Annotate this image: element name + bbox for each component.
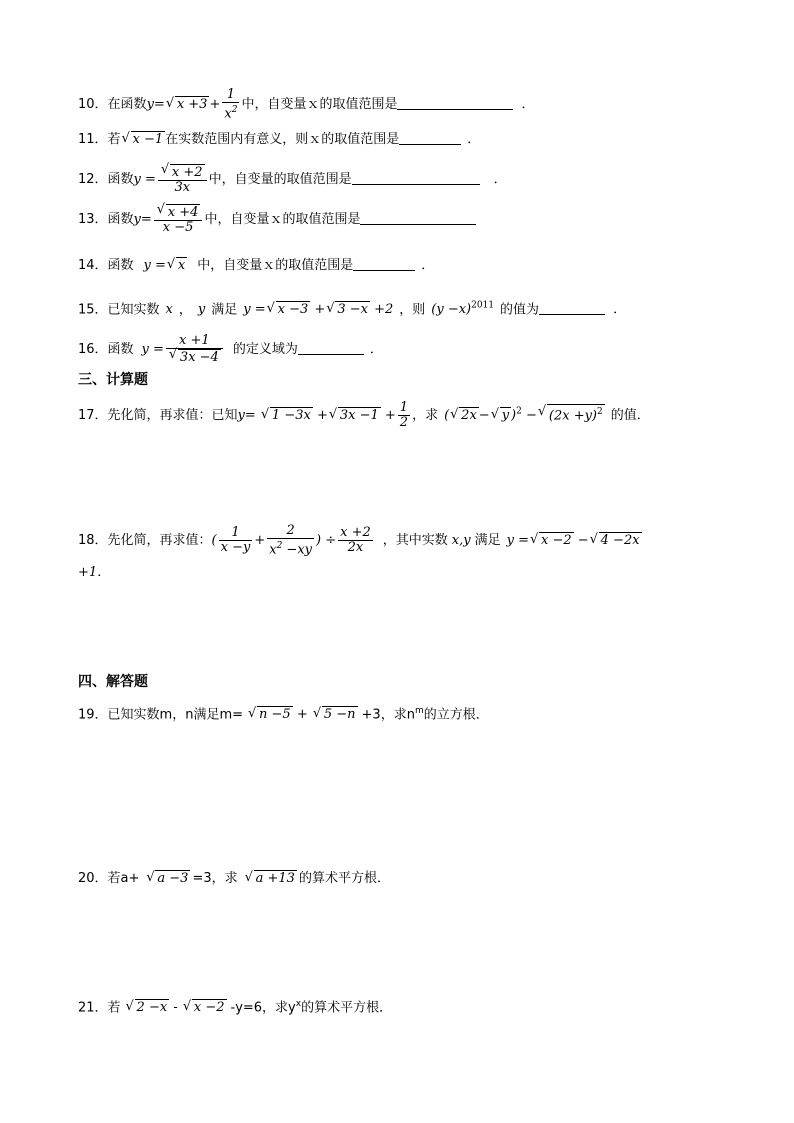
- question-text: 中，自变量的取值范围是: [208, 172, 352, 187]
- math-expression: y =√ x: [144, 258, 188, 273]
- question-text: 在函数: [107, 97, 147, 113]
- variable-y: y: [197, 302, 206, 318]
- answer-blank[interactable]: [539, 300, 605, 315]
- question-text: 中，自变量ｘ的取值范围是: [204, 212, 361, 227]
- answer-blank[interactable]: [397, 95, 513, 110]
- question-text: 的立方根．: [423, 707, 489, 723]
- answer-blank[interactable]: [298, 340, 364, 355]
- question-21: [78, 995, 392, 1017]
- math-expression: √ n −5 + √ 5 −n: [247, 707, 358, 722]
- question-10: [78, 88, 534, 121]
- math-expression: y = x +1 √ 3x −4: [142, 342, 225, 357]
- math-expression: y= √ $\frac{x +4}{x -5}$: [134, 212, 205, 227]
- question-number: 18．先化简，再求值：: [78, 533, 212, 549]
- math-expression: y =√ x −2 −√ 4 −2x: [507, 533, 642, 548]
- question-text: 中，自变量ｘ的取值范围是: [197, 258, 354, 273]
- question-text: =3，求: [192, 871, 238, 886]
- question-18: [78, 524, 642, 557]
- punctuation: ．: [421, 258, 435, 273]
- punctuation: ．: [369, 342, 383, 357]
- math-expression: y =√ x −3 +√ 3 −x +2: [243, 302, 393, 317]
- question-text: ，则: [399, 302, 426, 318]
- question-11: [78, 130, 480, 149]
- punctuation: ．: [493, 172, 507, 187]
- question-text: 的算术平方根．: [301, 1000, 393, 1016]
- question-19: [78, 702, 489, 724]
- question-13: [78, 204, 476, 235]
- answer-blank[interactable]: [352, 170, 480, 185]
- section-heading-calculation: 三、计算题: [78, 372, 148, 388]
- question-12: [78, 164, 507, 195]
- question-number: 10．: [78, 97, 108, 113]
- answer-blank[interactable]: [353, 256, 415, 271]
- question-number: 20．若a+: [78, 871, 140, 886]
- question-text: +3，求n: [361, 707, 415, 723]
- question-14: [78, 256, 434, 275]
- superscript: x: [295, 999, 302, 1009]
- question-number: 12．函数: [78, 172, 134, 187]
- question-15: [78, 297, 626, 319]
- punctuation: ．: [467, 132, 481, 147]
- question-text: ，求: [412, 408, 439, 423]
- question-20: [78, 870, 390, 888]
- math-expression: +1．: [78, 565, 111, 580]
- math-expression: y = √ $\frac{x +2}{3x}$: [134, 172, 209, 187]
- question-number: 14．函数: [78, 258, 134, 273]
- punctuation: ．: [521, 97, 535, 113]
- math-expression: y=√ x +3 + $\frac{1}{x^2}$: [147, 97, 242, 112]
- question-text: -y=6，求y: [230, 1000, 296, 1016]
- math-expression: $(y -x)^{2011}$: [431, 301, 495, 318]
- question-16: [78, 334, 383, 365]
- question-number: 11．若: [78, 132, 121, 147]
- section-heading-answer: 四、解答题: [78, 674, 148, 690]
- question-17: [78, 401, 650, 430]
- math-expression: √ x −1: [121, 132, 166, 147]
- question-number: 16．函数: [78, 342, 134, 357]
- math-expression: y= √ 1 −3x +√ 3x −1 + $\frac{1}{2}$: [238, 408, 413, 423]
- question-number: 15．已知实数: [78, 302, 160, 318]
- question-text: 满足: [474, 533, 501, 549]
- variable-x: x: [165, 302, 173, 318]
- math-expression: √ a +13: [244, 871, 297, 886]
- question-text: 的算术平方根．: [298, 871, 390, 886]
- answer-blank[interactable]: [360, 210, 476, 225]
- punctuation: ，: [178, 302, 192, 318]
- question-text: 的定义域为: [232, 342, 298, 357]
- question-text: 中，自变量ｘ的取值范围是: [241, 97, 398, 113]
- answer-blank[interactable]: [399, 130, 461, 145]
- math-expression: ( $\frac{1}{x -y}$ + $\frac{2}{x^2 -xy}$ ) ÷ $\frac{x +2}{2x}$: [211, 523, 371, 558]
- question-number: 19．已知实数m，n满足m=: [78, 707, 244, 723]
- punctuation: ．: [613, 302, 627, 318]
- question-text: 的值为: [500, 302, 540, 318]
- question-18-continuation: [78, 564, 110, 582]
- math-expression: √ a −3: [145, 871, 190, 886]
- superscript: m: [414, 706, 424, 716]
- question-text: 的值．: [610, 408, 650, 423]
- question-text: 在实数范围内有意义，则ｘ的取值范围是: [165, 132, 400, 147]
- question-number: 21．若: [78, 1000, 121, 1016]
- variables-xy: x,y: [451, 533, 471, 549]
- math-expression: √ 2 −x - √ x −2: [125, 1000, 227, 1015]
- question-number: 13．函数: [78, 212, 134, 227]
- question-number: 17．先化简，再求值：已知: [78, 408, 238, 423]
- math-expression: (√ 2x −√ y )$^2$ −√ $(2x +y)^2$: [444, 408, 605, 423]
- question-text: ，其中实数: [382, 533, 448, 549]
- question-text: 满足: [211, 302, 238, 318]
